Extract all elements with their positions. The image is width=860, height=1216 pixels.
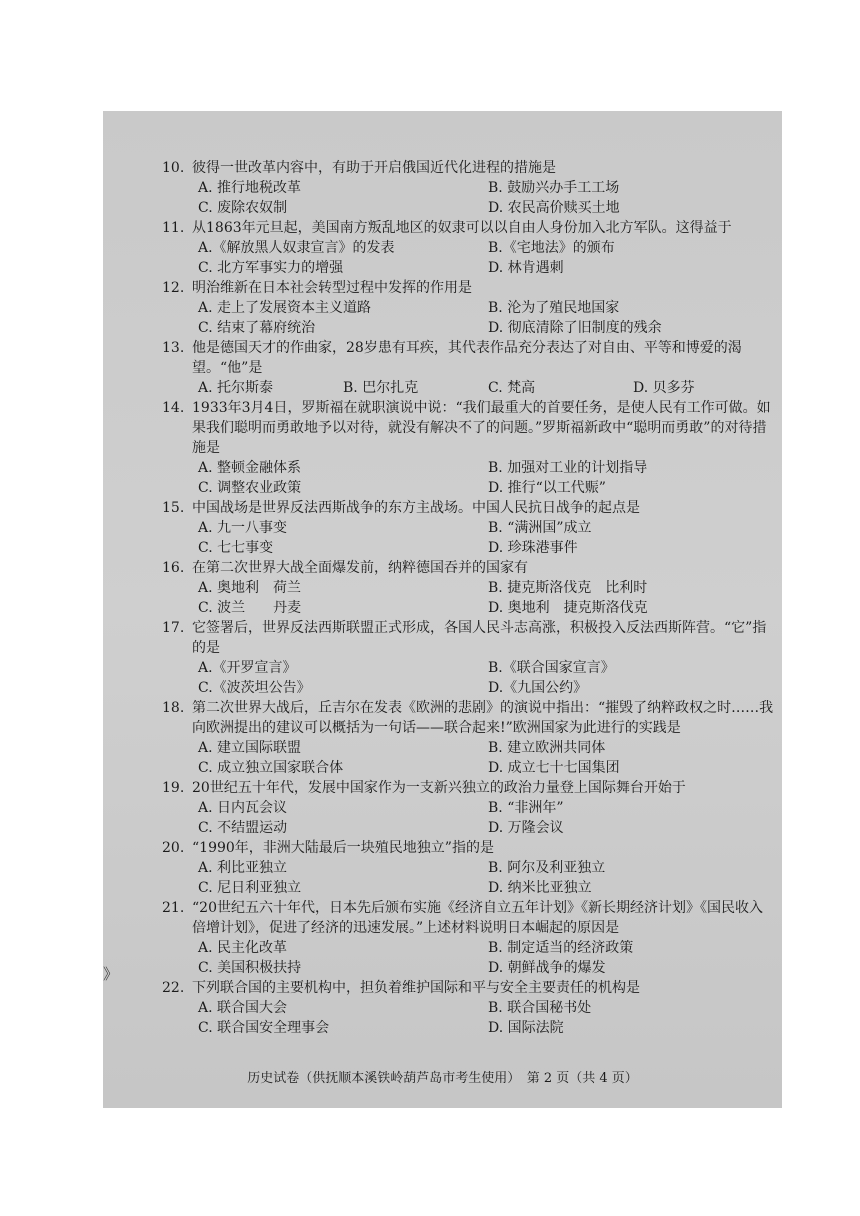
option-c: C. 北方军事实力的增强	[198, 260, 344, 276]
question-number: 13.	[162, 340, 185, 356]
question-stem: 他是德国天才的作曲家，28岁患有耳疾，其代表作品充分表达了对自由、平等和博爱的渴望。“他”是	[192, 340, 742, 376]
question-20	[162, 838, 774, 898]
question-10	[162, 158, 774, 218]
question-stem: 第二次世界大战后，丘吉尔在发表《欧洲的悲剧》的演说中指出：“摧毁了纳粹政权之时……我向欧洲提出的建议可以概括为一句话——联合起来!”欧洲国家为此进行的实践是	[192, 700, 774, 736]
options-grid	[162, 238, 774, 278]
option-b: B. 鼓励兴办手工工场	[488, 180, 620, 196]
question-number: 18.	[162, 700, 185, 716]
option-a: A. 日内瓦会议	[198, 800, 288, 816]
option-a: A. 联合国大会	[198, 1000, 288, 1016]
question-number: 14.	[162, 400, 185, 416]
question-stem: 明治维新在日本社会转型过程中发挥的作用是	[192, 280, 472, 296]
options-grid	[162, 938, 774, 978]
options-grid	[162, 298, 774, 338]
option-c: C. 调整农业政策	[198, 480, 302, 496]
option-d: D. 农民高价赎买土地	[488, 200, 620, 216]
question-number: 20.	[162, 840, 185, 856]
option-d: D. 奥地利 捷克斯洛伐克	[488, 600, 648, 616]
option-c: C. 结束了幕府统治	[198, 320, 316, 336]
option-d: D. 纳米比亚独立	[488, 880, 592, 896]
question-number: 10.	[162, 160, 185, 176]
option-c: C. 不结盟运动	[198, 820, 288, 836]
options-grid	[162, 378, 774, 398]
option-c: C.《波茨坦公告》	[198, 680, 311, 696]
question-number: 12.	[162, 280, 185, 296]
question-17	[162, 618, 774, 698]
options-grid	[162, 578, 774, 618]
option-c: C. 尼日利亚独立	[198, 880, 302, 896]
question-11	[162, 218, 774, 278]
option-c: C. 废除农奴制	[198, 200, 288, 216]
option-d: D. 国际法院	[488, 1020, 564, 1036]
option-a: A. 九一八事变	[198, 520, 288, 536]
option-d: D. 珍珠港事件	[488, 540, 578, 556]
options-grid	[162, 658, 774, 698]
option-c: C. 七七事变	[198, 540, 274, 556]
question-19	[162, 778, 774, 838]
option-a: A. 推行地税改革	[198, 180, 302, 196]
option-c: C. 联合国安全理事会	[198, 1020, 330, 1036]
margin-mark: 》	[103, 965, 119, 983]
option-c: C. 波兰 丹麦	[198, 600, 302, 616]
option-b: B. 制定适当的经济政策	[488, 940, 634, 956]
options-grid	[162, 518, 774, 558]
question-18	[162, 698, 774, 778]
question-stem: 在第二次世界大战全面爆发前，纳粹德国吞并的国家有	[192, 560, 528, 576]
question-14	[162, 398, 774, 498]
option-a: A. 奥地利 荷兰	[198, 580, 302, 596]
option-c: C. 梵高	[488, 380, 536, 396]
option-a: A.《开罗宣言》	[198, 660, 297, 676]
option-b: B.《宅地法》的颁布	[488, 240, 615, 256]
question-stem: “1990年，非洲大陆最后一块殖民地独立”指的是	[192, 840, 494, 856]
option-d: D. 林肯遇刺	[488, 260, 564, 276]
option-d: D. 推行“以工代赈”	[488, 480, 606, 496]
options-grid	[162, 738, 774, 778]
question-number: 15.	[162, 500, 185, 516]
option-a: A. 建立国际联盟	[198, 740, 302, 756]
question-list	[162, 158, 774, 1038]
option-b: B. “满洲国”成立	[488, 520, 592, 536]
option-d: D. 朝鲜战争的爆发	[488, 960, 606, 976]
question-stem: 中国战场是世界反法西斯战争的东方主战场。中国人民抗日战争的起点是	[192, 500, 640, 516]
exam-page	[103, 111, 782, 1108]
question-stem: 彼得一世改革内容中，有助于开启俄国近代化进程的措施是	[192, 160, 556, 176]
option-b: B. 加强对工业的计划指导	[488, 460, 648, 476]
question-number: 21.	[162, 900, 185, 916]
option-a: A. 利比亚独立	[198, 860, 288, 876]
option-c: C. 成立独立国家联合体	[198, 760, 344, 776]
question-stem: 从1863年元旦起，美国南方叛乱地区的奴隶可以以自由人身份加入北方军队。这得益于	[192, 220, 732, 236]
question-number: 17.	[162, 620, 185, 636]
option-b: B. 联合国秘书处	[488, 1000, 592, 1016]
question-number: 16.	[162, 560, 185, 576]
option-b: B.《联合国家宣言》	[488, 660, 615, 676]
option-a: A. 整顿金融体系	[198, 460, 302, 476]
question-stem: 1933年3月4日，罗斯福在就职演说中说：“我们最重大的首要任务，是使人民有工作可做。如果我们聪明而勇敢地予以对待，就没有解决不了的问题。”罗斯福新政中“聪明而勇敢”的对待措施是	[192, 400, 771, 456]
options-grid	[162, 458, 774, 498]
question-16	[162, 558, 774, 618]
option-b: B. 阿尔及利亚独立	[488, 860, 606, 876]
option-d: D. 万隆会议	[488, 820, 564, 836]
question-number: 22.	[162, 980, 185, 996]
option-b: B. “非洲年”	[488, 800, 564, 816]
options-grid	[162, 798, 774, 838]
option-b: B. 建立欧洲共同体	[488, 740, 606, 756]
question-number: 19.	[162, 780, 185, 796]
option-d: D. 彻底清除了旧制度的残余	[488, 320, 662, 336]
question-number: 11.	[162, 220, 185, 236]
question-21	[162, 898, 774, 978]
option-d: D. 成立七十七国集团	[488, 760, 620, 776]
option-b: B. 捷克斯洛伐克 比利时	[488, 580, 648, 596]
question-stem: 20世纪五十年代，发展中国家作为一支新兴独立的政治力量登上国际舞台开始于	[192, 780, 686, 796]
option-a: A. 走上了发展资本主义道路	[198, 300, 372, 316]
page-footer: 历史试卷（供抚顺本溪铁岭葫芦岛市考生使用） 第 2 页（共 4 页）	[247, 1071, 638, 1086]
option-c: C. 美国积极扶持	[198, 960, 302, 976]
option-b: B. 巴尔扎克	[343, 380, 419, 396]
question-stem: “20世纪五六十年代，日本先后颁布实施《经济自立五年计划》《新长期经济计划》《国民收入倍增计划》，促进了经济的迅速发展。”上述材料说明日本崛起的原因是	[192, 900, 763, 936]
question-stem: 下列联合国的主要机构中，担负着维护国际和平与安全主要责任的机构是	[192, 980, 640, 996]
question-12	[162, 278, 774, 338]
option-d: D.《九国公约》	[488, 680, 588, 696]
question-stem: 它签署后，世界反法西斯联盟正式形成，各国人民斗志高涨，积极投入反法西斯阵营。“它”指的是	[192, 620, 767, 656]
option-b: B. 沦为了殖民地国家	[488, 300, 620, 316]
options-grid	[162, 858, 774, 898]
option-a: A.《解放黑人奴隶宣言》的发表	[198, 240, 395, 256]
options-grid	[162, 998, 774, 1038]
question-13	[162, 338, 774, 398]
option-a: A. 托尔斯泰	[198, 380, 274, 396]
question-15	[162, 498, 774, 558]
options-grid	[162, 178, 774, 218]
option-a: A. 民主化改革	[198, 940, 288, 956]
option-d: D. 贝多芬	[633, 380, 695, 396]
question-22	[162, 978, 774, 1038]
